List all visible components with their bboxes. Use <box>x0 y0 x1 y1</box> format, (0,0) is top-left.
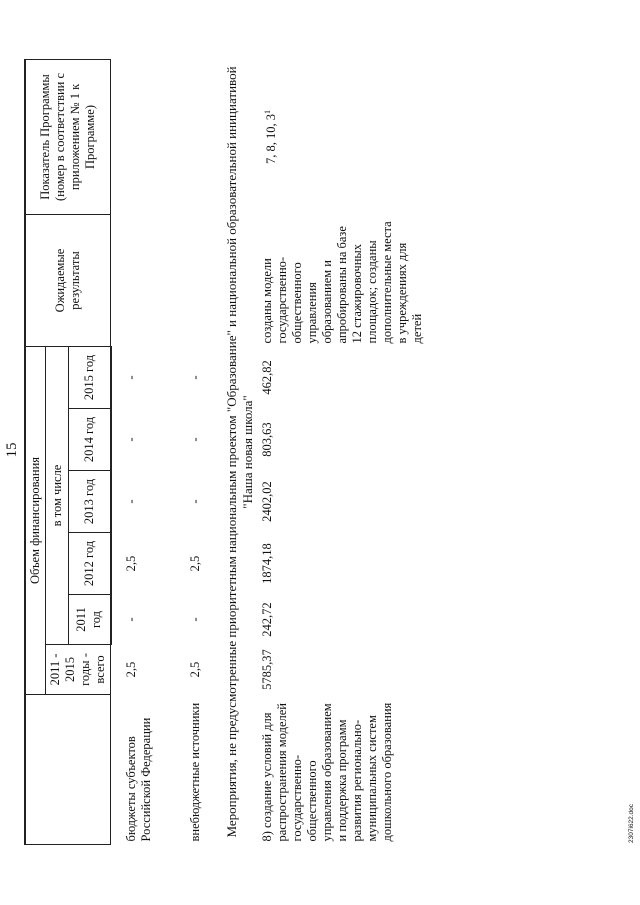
header-empty-cell <box>25 695 111 845</box>
activity-indicator-note: 1 <box>262 109 272 114</box>
activity-result: созданы модели государственно-общественного управления образованием и апробированы на базе 12 стажировочных площадок; созданы дополнительные места в учреждениях для детей <box>259 221 424 344</box>
cell-indicator <box>186 59 222 214</box>
cell-indicator <box>122 59 186 214</box>
header-in-that-number: в том числе <box>46 346 69 644</box>
cell-2013: - <box>187 499 202 504</box>
activity-label: 8) создание условий для распространения моделей государственно-общественного управления образованием и поддержка программ развития регионально-муниципальных систем дошкольного образования <box>259 702 394 842</box>
cell-2015: - <box>123 375 138 380</box>
activity-2015: 462,82 <box>259 360 274 395</box>
activity-total: 5785,37 <box>259 649 274 690</box>
activity-2013: 2402,02 <box>259 481 274 522</box>
cell-2012: 2,5 <box>123 555 138 572</box>
activity-2011: 242,72 <box>259 602 274 637</box>
header-year-2011: 2011 год <box>69 595 111 645</box>
header-year-2013: 2013 год <box>69 471 111 533</box>
activity-indicator <box>258 59 427 214</box>
cell-2011: - <box>187 617 202 622</box>
header-indicator: Показатель Программы (номер в соответствии с приложением № 1 к Программе) <box>25 59 111 214</box>
header-year-2012: 2012 год <box>69 533 111 595</box>
activity-2012: 1874,18 <box>259 543 274 584</box>
cell-2014: - <box>187 437 202 442</box>
row-label: внебюджетные источники <box>187 702 202 842</box>
footer-file-code: 2307i622.doc <box>628 803 635 843</box>
cell-total: 2,5 <box>123 661 138 678</box>
table-row <box>186 59 222 844</box>
row-label: бюджеты субъектов Российской Федерации <box>123 717 153 842</box>
header-year-2014: 2014 год <box>69 409 111 471</box>
header-financing: Объем финансирования <box>25 346 46 694</box>
section-heading: Мероприятия, не предусмотренные приоритетным национальным проектом "Образование" и национальной образовательной инициативой "Наша новая школа" <box>223 66 255 838</box>
cell-2012: 2,5 <box>187 555 202 572</box>
cell-2013: - <box>123 499 138 504</box>
header-total: 2011 - 2015 годы - всего <box>46 645 111 695</box>
activity-2014: 803,63 <box>259 422 274 457</box>
table-row <box>258 59 427 844</box>
header-year-2015: 2015 год <box>69 346 111 408</box>
header-expected-results: Ожидаемые результаты <box>25 214 111 346</box>
financing-table <box>24 59 427 845</box>
cell-2011: - <box>123 617 138 622</box>
table-row <box>122 59 186 844</box>
cell-result <box>122 214 186 346</box>
cell-total: 2,5 <box>187 661 202 678</box>
cell-2014: - <box>123 437 138 442</box>
cell-result <box>186 214 222 346</box>
activity-indicator-value: 7, 8, 10, 3 <box>263 113 278 164</box>
cell-2015: - <box>187 375 202 380</box>
page-number: 15 <box>4 442 20 458</box>
